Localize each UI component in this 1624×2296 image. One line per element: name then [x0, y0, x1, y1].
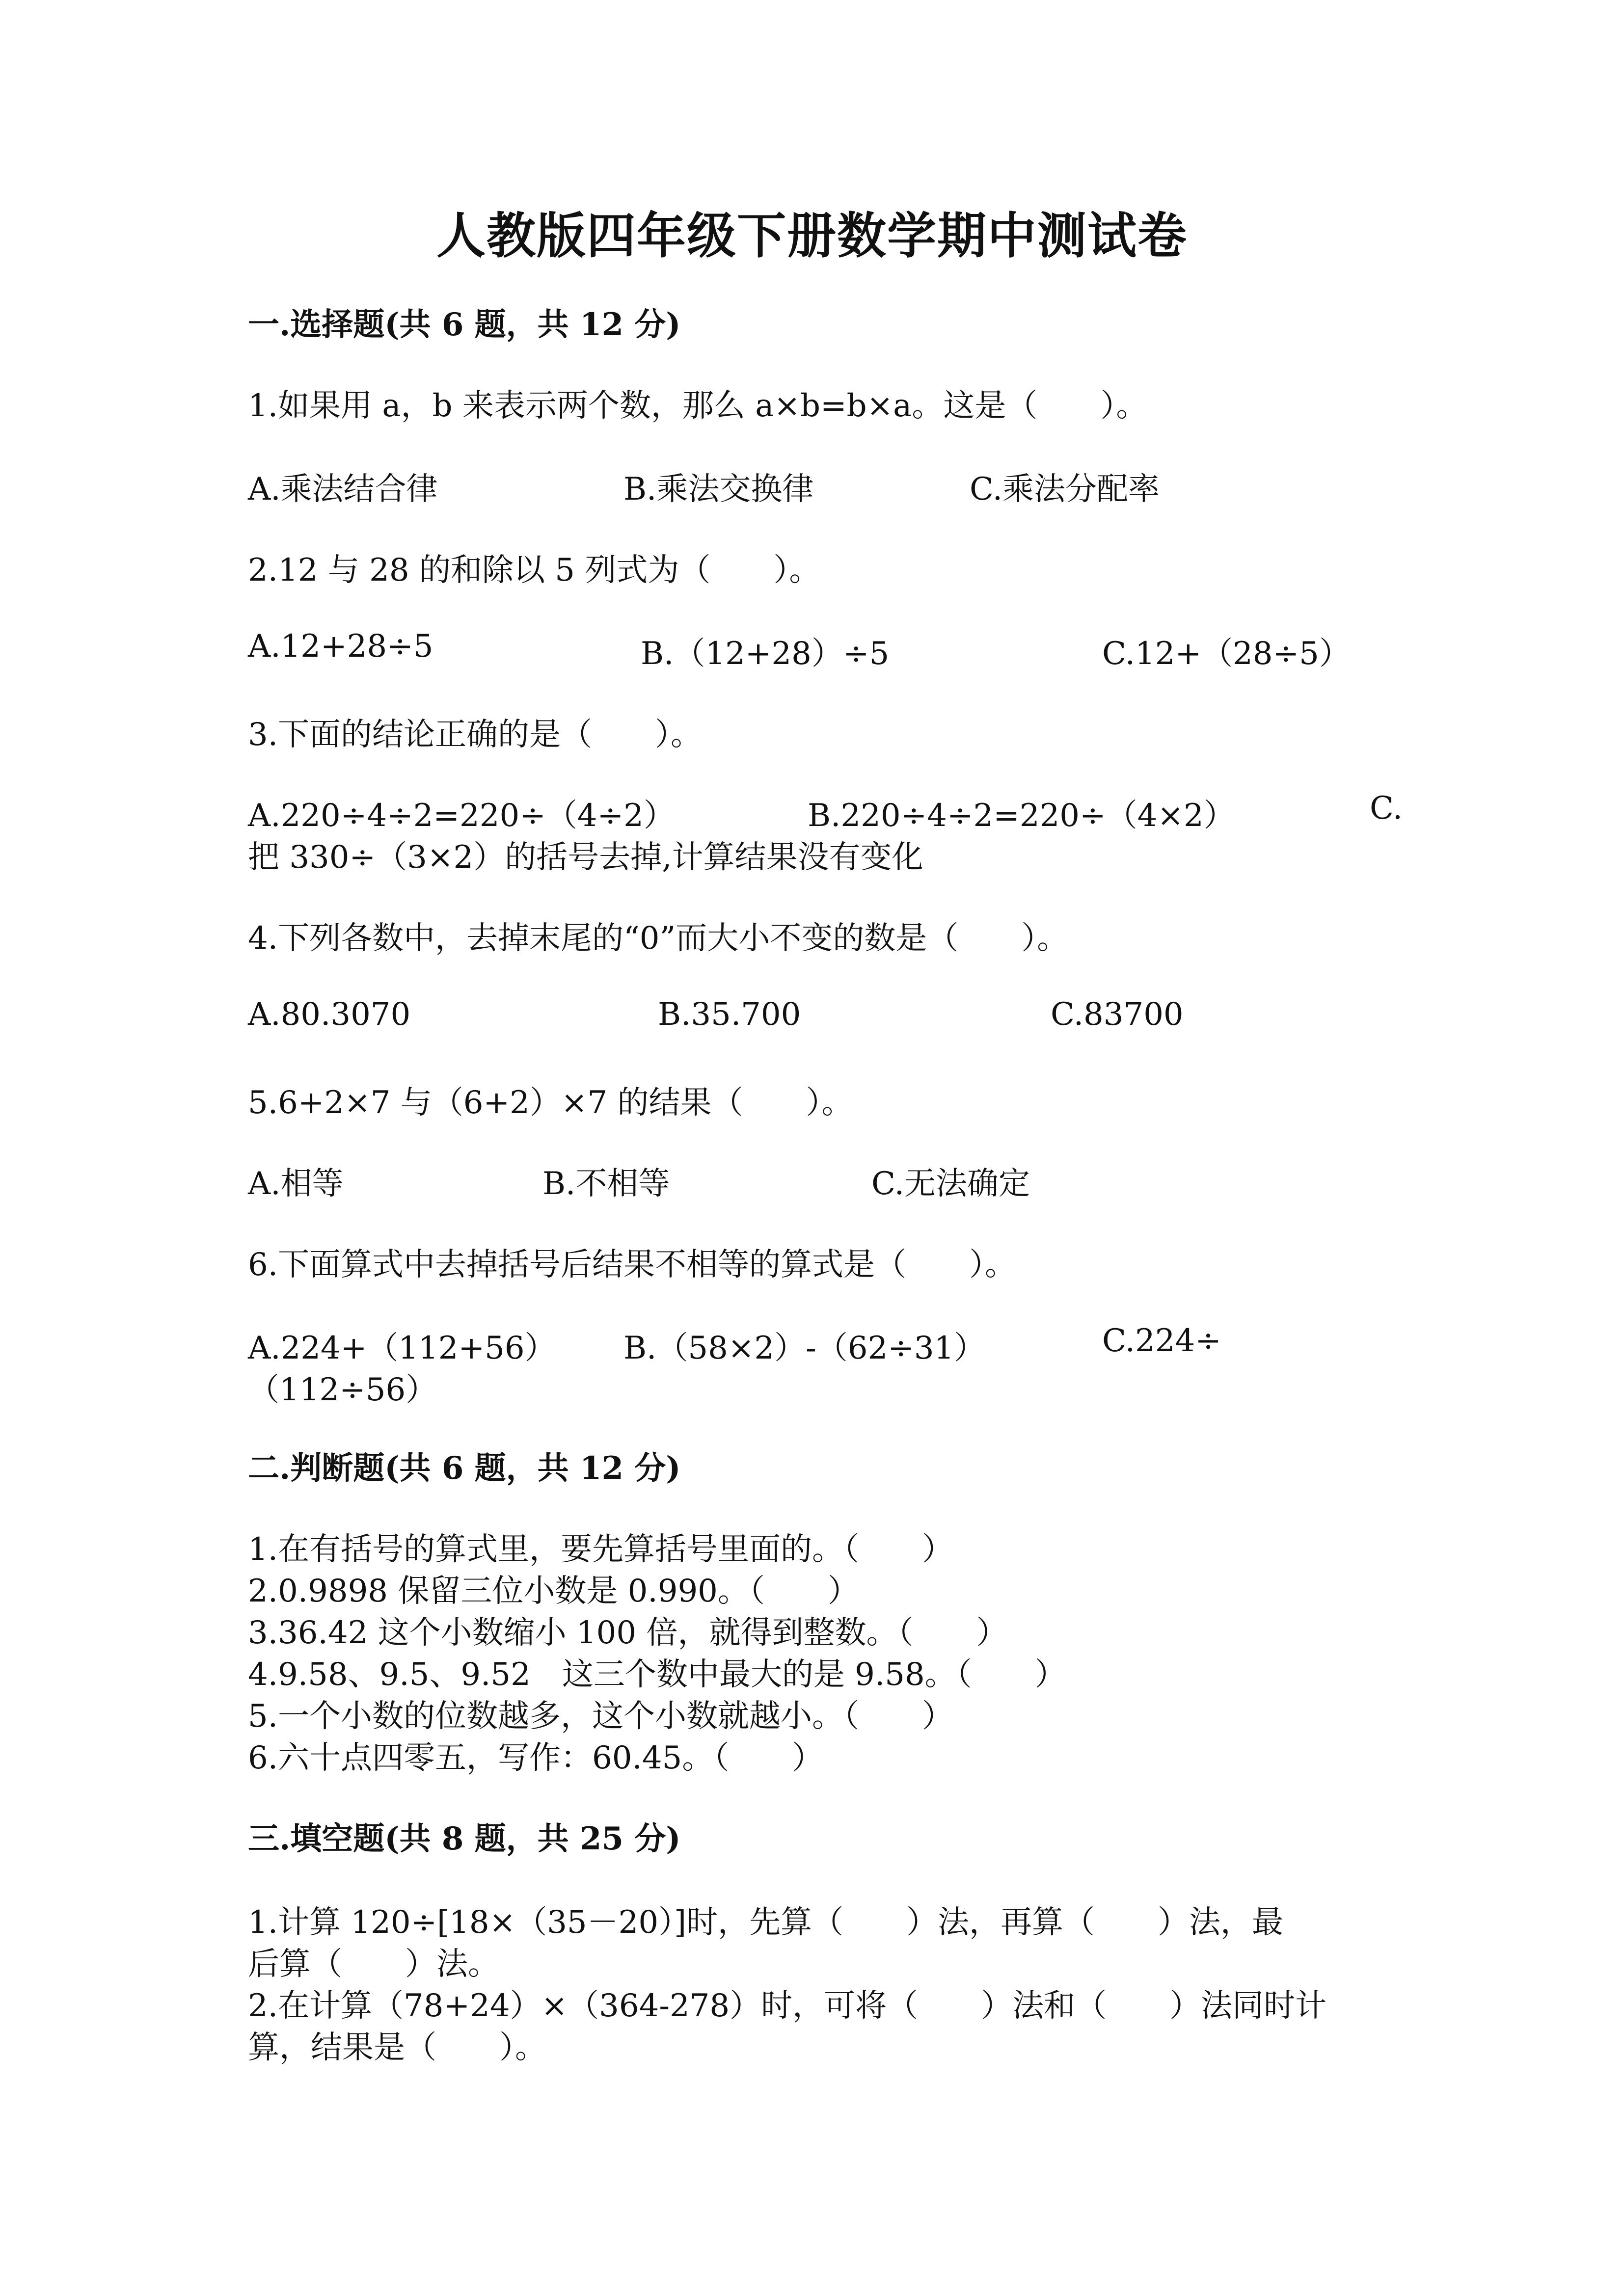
judge-item-2: 2.0.9898 保留三位小数是 0.990。（ ）	[248, 1573, 859, 1609]
question-5: 5.6+2×7 与（6+2）×7 的结果（ ）。	[248, 1085, 853, 1121]
q6-option-b: B.（58×2）-（62÷31）	[623, 1330, 986, 1366]
q5-option-b: B.不相等	[542, 1166, 670, 1202]
q6-option-c-text: （112÷56）	[248, 1372, 437, 1408]
judge-item-3: 3.36.42 这个小数缩小 100 倍，就得到整数。（ ）	[248, 1615, 1008, 1651]
q1-option-a: A.乘法结合律	[248, 471, 438, 507]
q6-option-c: C.224÷	[1102, 1323, 1221, 1359]
question-6: 6.下面算式中去掉括号后结果不相等的算式是（ ）。	[248, 1247, 1017, 1283]
q3-option-b: B.220÷4÷2=220÷（4×2）	[808, 798, 1235, 834]
q4-option-a: A.80.3070	[248, 996, 411, 1033]
q1-option-c: C.乘法分配率	[970, 471, 1160, 507]
q2-option-b: B.（12+28）÷5	[641, 636, 890, 672]
judge-item-5: 5.一个小数的位数越多，这个小数就越小。（ ）	[248, 1698, 954, 1735]
page-title: 人教版四年级下册数学期中测试卷	[436, 207, 1188, 265]
judge-item-1: 1.在有括号的算式里，要先算括号里面的。（ ）	[248, 1531, 954, 1568]
question-2: 2.12 与 28 的和除以 5 列式为（ ）。	[248, 552, 821, 588]
q4-option-c: C.83700	[1051, 996, 1184, 1033]
question-1: 1.如果用 a，b 来表示两个数，那么 a×b=b×a。这是（ ）。	[248, 388, 1148, 424]
q3-option-c: C.	[1370, 790, 1403, 827]
question-4: 4.下列各数中，去掉末尾的“0”而大小不变的数是（ ）。	[248, 920, 1069, 957]
fill-q2-line1: 2.在计算（78+24）×（364-278）时，可将（ ）法和（ ）法同时计	[248, 1988, 1327, 2024]
q2-option-a: A.12+28÷5	[248, 628, 433, 665]
section-heading-judge: 二.判断题(共 6 题，共 12 分)	[248, 1450, 681, 1487]
q5-option-c: C.无法确定	[871, 1166, 1030, 1202]
section-heading-choice: 一.选择题(共 6 题，共 12 分)	[248, 306, 681, 343]
q2-option-c: C.12+（28÷5）	[1102, 636, 1351, 672]
fill-q2-line2: 算，结果是（ ）。	[248, 2029, 546, 2066]
judge-item-6: 6.六十点四零五，写作：60.45。（ ）	[248, 1740, 824, 1776]
q6-option-a: A.224+（112+56）	[248, 1330, 556, 1366]
judge-item-4: 4.9.58、9.5、9.52 这三个数中最大的是 9.58。（ ）	[248, 1656, 1066, 1693]
q4-option-b: B.35.700	[658, 996, 801, 1033]
fill-q1-line1: 1.计算 120÷[18×（35－20）]时，先算（ ）法，再算（ ）法，最	[248, 1904, 1284, 1941]
fill-q1-line2: 后算（ ）法。	[248, 1946, 499, 1982]
q1-option-b: B.乘法交换律	[623, 471, 814, 507]
question-3: 3.下面的结论正确的是（ ）。	[248, 717, 703, 753]
q5-option-a: A.相等	[248, 1166, 344, 1202]
section-heading-fill: 三.填空题(共 8 题，共 25 分)	[248, 1820, 681, 1857]
q3-option-c-text: 把 330÷（3×2）的括号去掉,计算结果没有变化	[248, 839, 923, 876]
q3-option-a: A.220÷4÷2=220÷（4÷2）	[248, 798, 675, 834]
